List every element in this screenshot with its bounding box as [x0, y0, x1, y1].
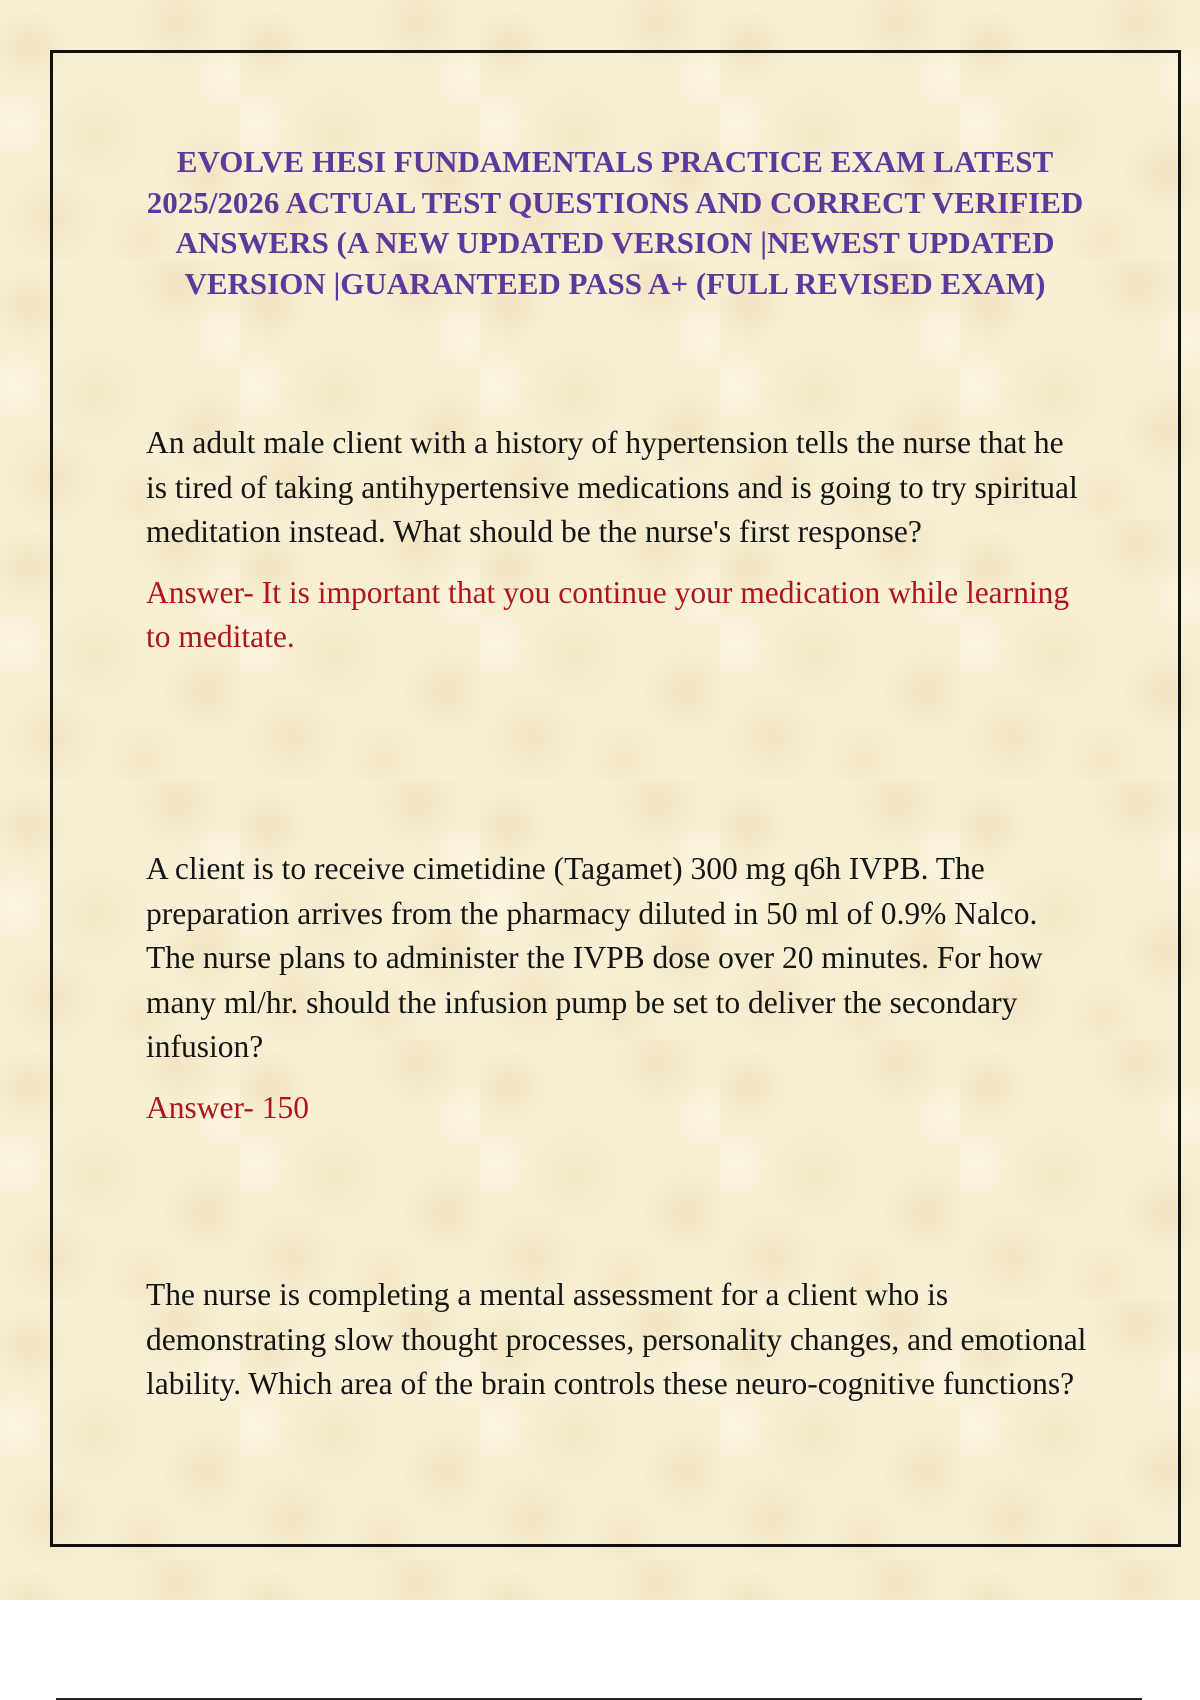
question-text: An adult male client with a history of hypertension tells the nurse that he is tired of taking antihypertensive medications and is going to try spiritual meditation instead. What should be the nurse's first response? — [146, 425, 1078, 549]
question-text: A client is to receive cimetidine (Tagamet) 300 mg q6h IVPB. The preparation arrives from the pharmacy diluted in 50 ml of 0.9% Nalco. The nurse plans to administer the IVPB dose over 20 minutes. For how many ml/hr. should the infusion pump be set to deliver the secondary infusion? — [146, 851, 1043, 1064]
answer-text: Answer- It is important that you continue your medication while learning to meditate. — [146, 574, 1070, 654]
qa-item — [146, 421, 1091, 660]
document-title: EVOLVE HESI FUNDAMENTALS PRACTICE EXAM LATEST 2025/2026 ACTUAL TEST QUESTIONS AND CORRECT VERIFIED ANSWERS (A NEW UPDATED VERSION |NEWEST UPDATED VERSION |GUARANTEED PASS A+ (FULL REVISED EXAM) — [146, 144, 1084, 301]
qa-item — [146, 847, 1091, 1130]
answer-text: Answer- 150 — [146, 1089, 309, 1125]
question-text: The nurse is completing a mental assessment for a client who is demonstrating slow thought processes, personality changes, and emotional lability. Which area of the brain controls these neuro-cognitive functions? — [146, 1277, 1087, 1401]
qa-item — [146, 1273, 1091, 1407]
